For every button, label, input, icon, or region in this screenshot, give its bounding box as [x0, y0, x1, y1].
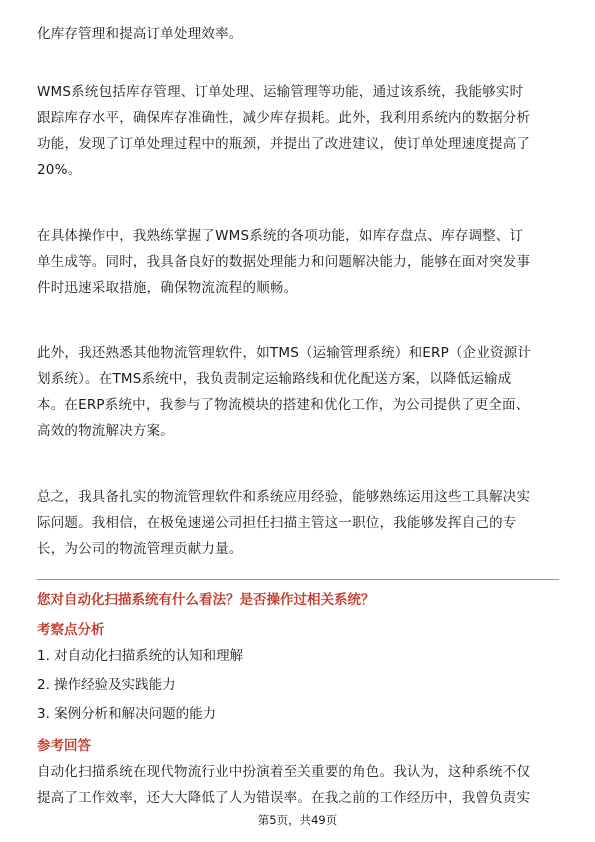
paragraph [37, 223, 560, 301]
text-line: 划系统）。在TMS系统中，我负责制定运输路线和优化配送方案，以降低运输成 [37, 371, 512, 387]
answer-paragraph [37, 759, 560, 811]
text-line: 功能，发现了订单处理过程中的瓶颈，并提出了改进建议，使订单处理速度提高了 [37, 136, 531, 152]
analysis-item: 2. 操作经验及实践能力 [37, 677, 176, 693]
question-heading: 您对自动化扫描系统有什么看法？是否操作过相关系统？ [37, 592, 375, 608]
text-line: 此外，我还熟悉其他物流管理软件，如TMS（运输管理系统）和ERP（企业资源计 [37, 345, 532, 361]
section-divider [37, 579, 559, 580]
text-line: 本。在ERP系统中，我参与了物流模块的搭建和优化工作，为公司提供了更全面、 [37, 397, 530, 413]
text-line: 跟踪库存水平，确保库存准确性，减少库存损耗。此外，我利用系统内的数据分析 [37, 110, 531, 126]
text-line: 化库存管理和提高订单处理效率。 [37, 26, 243, 42]
paragraph [37, 340, 560, 444]
text-line: 自动化扫描系统在现代物流行业中扮演着至关重要的角色。我认为，这种系统不仅 [37, 764, 531, 780]
text-line: 单生成等。同时，我具备良好的数据处理能力和问题解决能力，能够在面对突发事 [37, 254, 531, 270]
text-line: 际问题。我相信，在极兔速递公司担任扫描主管这一职位，我能够发挥自己的专 [37, 515, 517, 531]
page-number-footer: 第5页，共49页 [257, 813, 338, 827]
paragraph [37, 21, 560, 47]
text-line: 件时迅速采取措施，确保物流流程的顺畅。 [37, 280, 298, 296]
text-line: 在具体操作中，我熟练掌握了WMS系统的各项功能，如库存盘点、库存调整、订 [37, 228, 524, 244]
answer-heading: 参考回答 [37, 738, 91, 754]
text-line: 总之，我具备扎实的物流管理软件和系统应用经验，能够熟练运用这些工具解决实 [37, 489, 531, 505]
paragraph [37, 79, 560, 183]
paragraph [37, 484, 560, 562]
text-line: 高效的物流解决方案。 [37, 423, 174, 439]
analysis-item: 1. 对自动化扫描系统的认知和理解 [37, 648, 244, 664]
text-line: WMS系统包括库存管理、订单处理、运输管理等功能，通过该系统，我能够实时 [37, 84, 524, 100]
text-line: 20%。 [37, 162, 82, 178]
analysis-heading: 考察点分析 [37, 622, 105, 638]
text-line: 长，为公司的物流管理贡献力量。 [37, 541, 243, 557]
analysis-item: 3. 案例分析和解决问题的能力 [37, 706, 217, 722]
text-line: 提高了工作效率，还大大降低了人为错误率。在我之前的工作经历中，我曾负责实 [37, 790, 531, 806]
